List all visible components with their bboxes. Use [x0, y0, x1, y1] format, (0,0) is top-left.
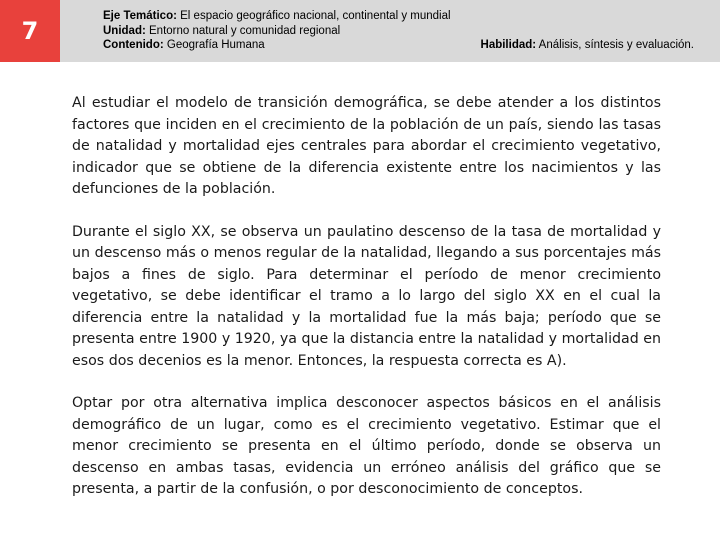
unidad-label: Unidad: — [103, 24, 146, 37]
paragraph-3: Optar por otra alternativa implica desconocer aspectos básicos en el análisis demográfico de un lugar, como es el crecimiento vegetativo. Estimar que el menor crecimiento se presenta en el último período, donde se observa un descenso en ambas tasas, evidencia un erróneo análisis del gráfico que se presenta, a partir de la confusión, o por desconocimiento de conceptos. — [72, 395, 661, 497]
habilidad-value: Análisis, síntesis y evaluación. — [538, 39, 694, 51]
unidad-value: Entorno natural y comunidad regional — [149, 24, 341, 37]
eje-line — [103, 9, 451, 24]
paragraph-1: Al estudiar el modelo de transición demográfica, se debe atender a los distintos factores que inciden en el crecimiento de la población de un país, siendo las tasas de natalidad y mortalidad ejes centrales para abordar el crecimiento vegetativo, indicador que se obtiene de la diferencia existente entre los nacimientos y las defunciones de la población. — [72, 95, 661, 197]
eje-value: El espacio geográfico nacional, continental y mundial — [180, 10, 451, 22]
paragraph-2: Durante el siglo XX, se observa un paulatino descenso de la tasa de mortalidad y un descenso más o menos regular de la natalidad, llegando a sus porcentajes más bajos a fines de siglo. Para determinar el período de menor crecimiento vegetativo, se debe identificar el tramo a lo largo del siglo XX en el cual la diferencia entre la natalidad y la mortalidad fue la más baja; período que se presenta entre 1900 y 1920, ya que la distancia entre la natalidad y mortalidad en esos dos decenios es la menor. Entonces, la respuesta correcta es A). — [72, 223, 661, 369]
slide-number: 7 — [21, 17, 39, 45]
habilidad-line — [481, 38, 694, 53]
habilidad-label: Habilidad: — [480, 39, 537, 51]
body-text — [72, 93, 661, 522]
slide-number-badge — [0, 0, 60, 62]
eje-label: Eje Temático: — [103, 10, 177, 22]
contenido-value: Geografía Humana — [166, 39, 265, 51]
unidad-line — [103, 24, 451, 39]
contenido-line — [103, 38, 451, 53]
header-bar — [0, 0, 720, 62]
contenido-label: Contenido: — [103, 39, 164, 51]
header-meta — [103, 9, 451, 53]
